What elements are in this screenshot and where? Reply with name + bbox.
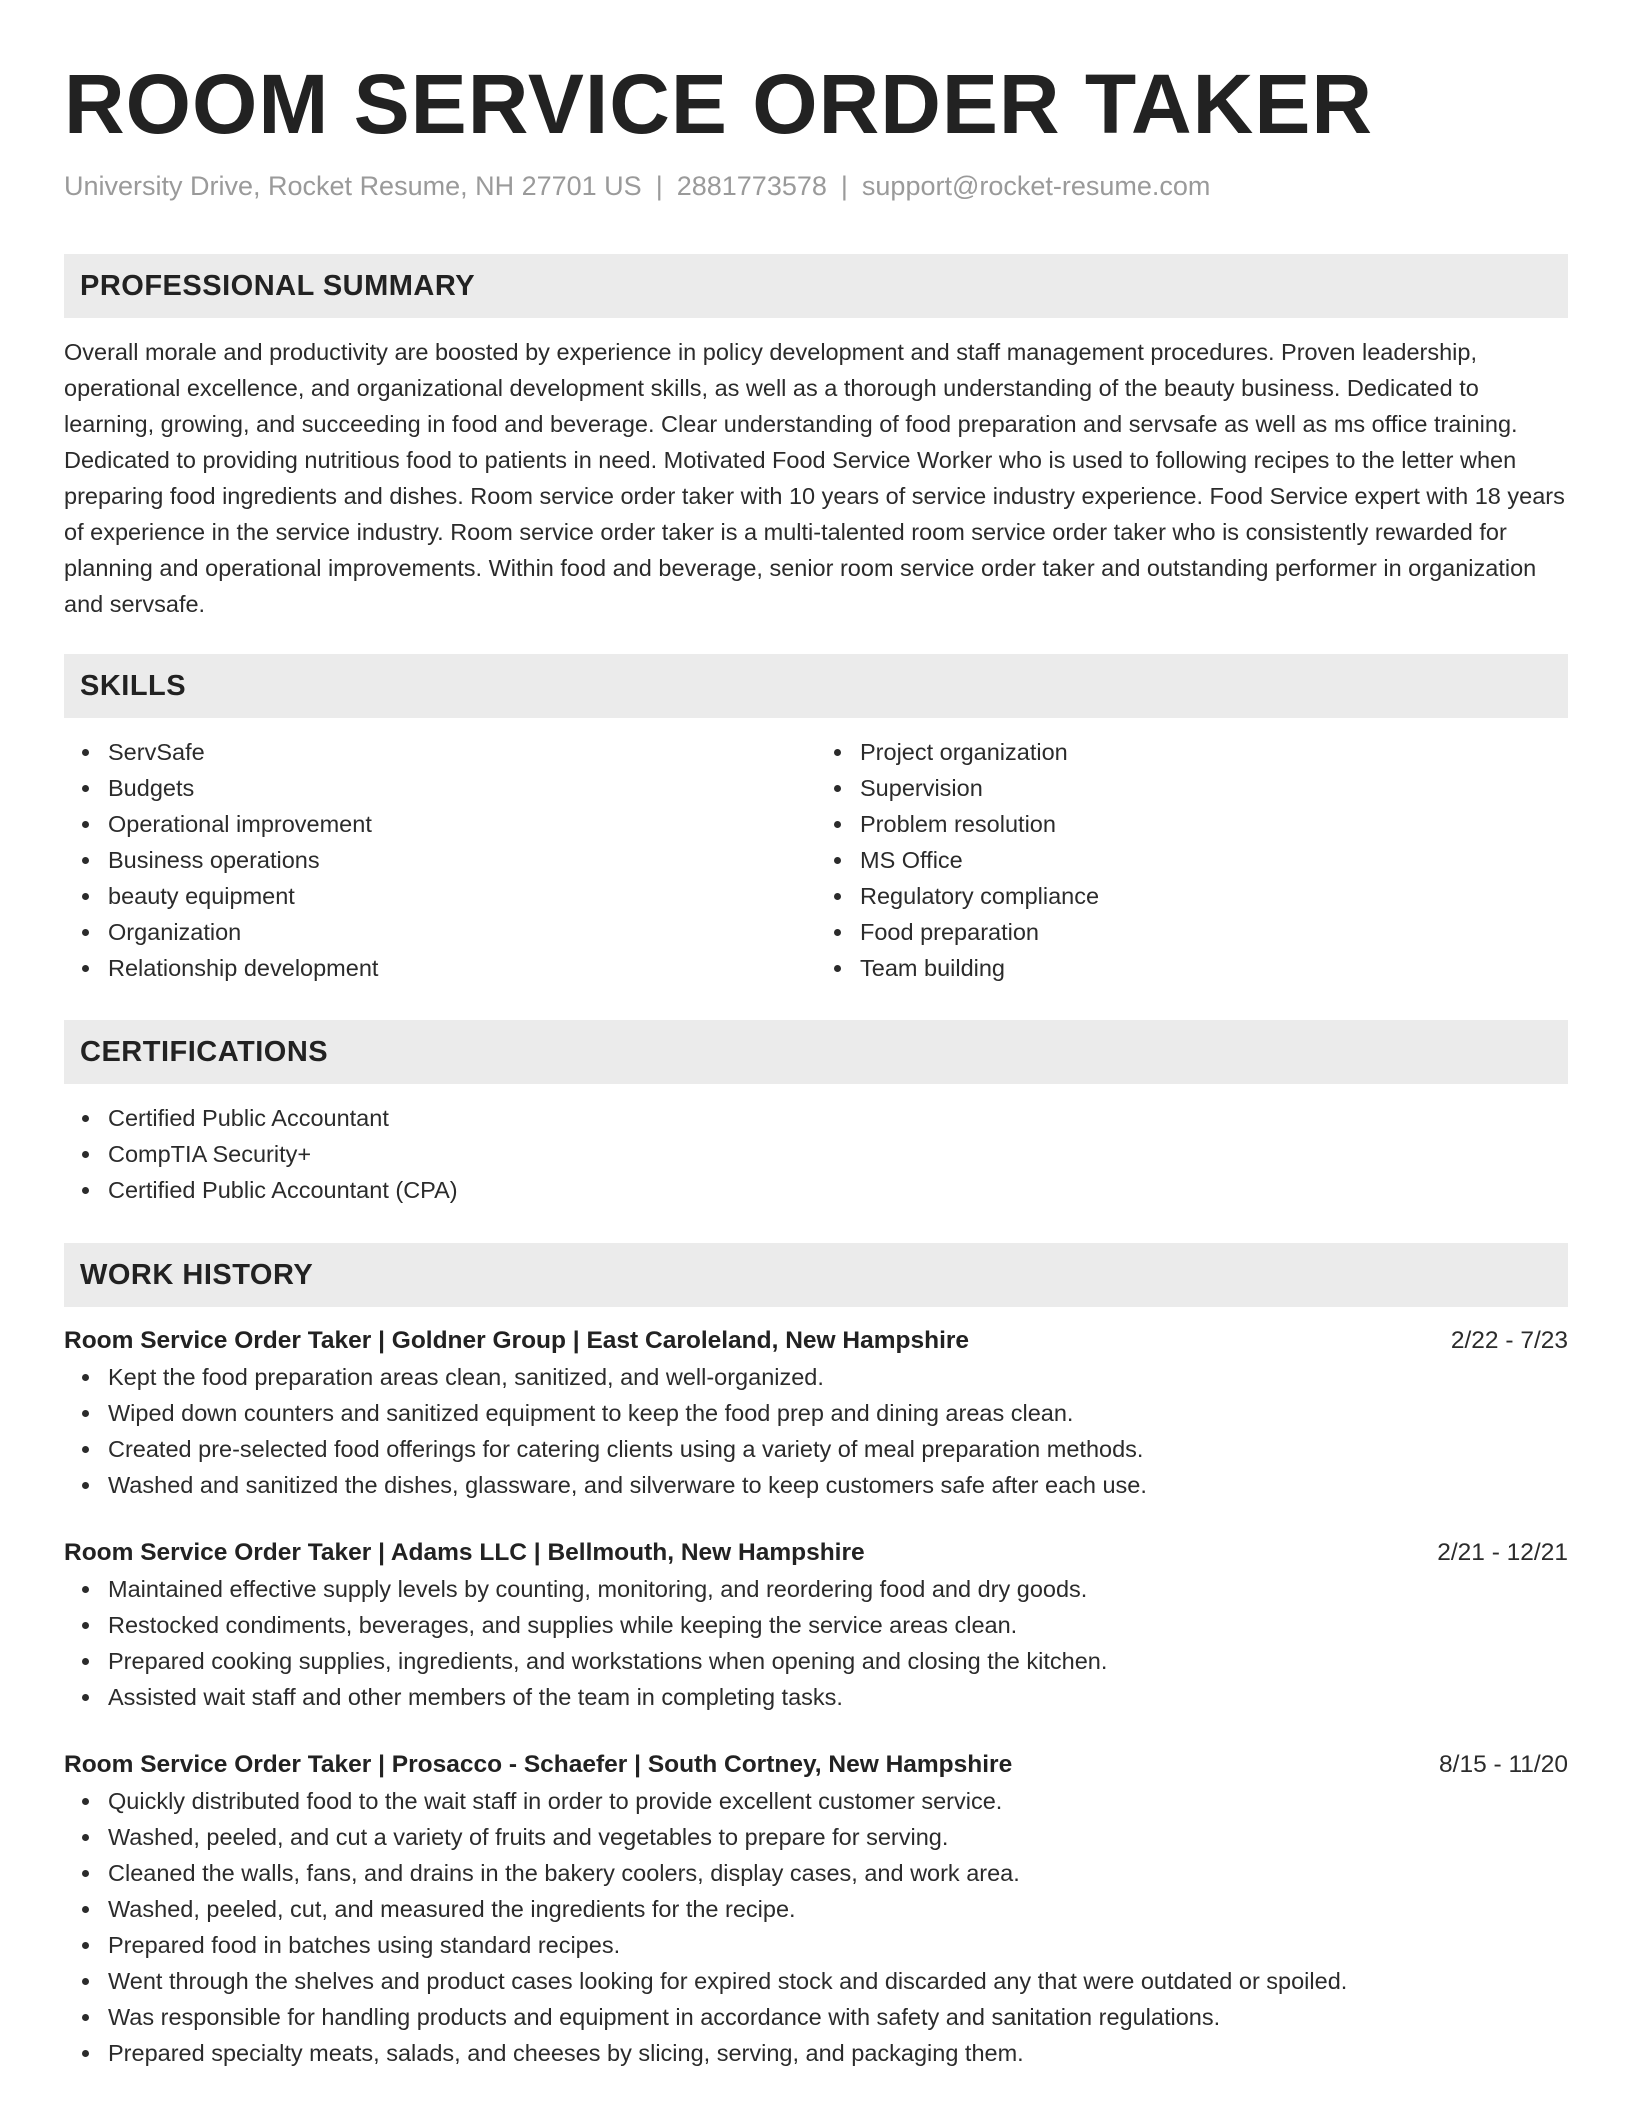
skill-item: MS Office — [860, 842, 1568, 878]
skill-item: Operational improvement — [108, 806, 816, 842]
job-duty-item: Quickly distributed food to the wait staff in order to provide excellent customer service. — [108, 1783, 1568, 1819]
contact-separator: | — [840, 171, 848, 201]
skill-item: Budgets — [108, 770, 816, 806]
job-dates: 2/22 - 7/23 — [1450, 1327, 1568, 1354]
job-duty-item: Prepared food in batches using standard recipes. — [108, 1927, 1568, 1963]
job-duty-item: Went through the shelves and product cases looking for expired stock and discarded any that were outdated or spoiled. — [108, 1963, 1568, 1999]
job-entry — [64, 1323, 1568, 1503]
job-duty-item: Created pre-selected food offerings for catering clients using a variety of meal preparation methods. — [108, 1431, 1568, 1467]
professional-summary-heading: PROFESSIONAL SUMMARY — [64, 254, 1568, 318]
job-duty-item: Prepared cooking supplies, ingredients, and workstations when opening and closing the kitchen. — [108, 1643, 1568, 1679]
job-dates: 8/15 - 11/20 — [1439, 1751, 1568, 1778]
skills-column-left — [64, 734, 816, 986]
contact-phone: 2881773578 — [676, 171, 827, 201]
skill-item: Food preparation — [860, 914, 1568, 950]
certification-item: Certified Public Accountant (CPA) — [108, 1172, 1568, 1208]
work-history-heading: WORK HISTORY — [64, 1243, 1568, 1307]
job-duty-item: Maintained effective supply levels by counting, monitoring, and reordering food and dry goods. — [108, 1571, 1568, 1607]
job-title-row — [64, 1535, 1568, 1571]
resume-page — [64, 0, 1568, 2071]
job-title-row — [64, 1323, 1568, 1359]
job-duty-item: Cleaned the walls, fans, and drains in the bakery coolers, display cases, and work area. — [108, 1855, 1568, 1891]
contact-separator: | — [655, 171, 663, 201]
job-duty-item: Washed and sanitized the dishes, glassware, and silverware to keep customers safe after each use. — [108, 1467, 1568, 1503]
job-dates: 2/21 - 12/21 — [1437, 1539, 1568, 1566]
job-duty-item: Assisted wait staff and other members of the team in completing tasks. — [108, 1679, 1568, 1715]
job-duty-item: Kept the food preparation areas clean, sanitized, and well-organized. — [108, 1359, 1568, 1395]
job-entry — [64, 1747, 1568, 2071]
professional-summary-text: Overall morale and productivity are boosted by experience in policy development and staff management procedures. Proven leadership, operational excellence, and organizational development skills, as well as a thorough understanding of the beauty business. Dedicated to learning, growing, and succeeding in food and beverage. Clear understanding of food preparation and servsafe as well as ms office training. Dedicated to providing nutritious food to patients in need. Motivated Food Service Worker who is used to following recipes to the letter when preparing food ingredients and dishes. Room service order taker with 10 years of service industry experience. Food Service expert with 18 years of experience in the service industry. Room service order taker is a multi-talented room service order taker who is consistently rewarded for planning and operational improvements. Within food and beverage, senior room service order taker and outstanding performer in organization and servsafe. — [64, 339, 1565, 617]
job-entry — [64, 1535, 1568, 1715]
skill-item: beauty equipment — [108, 878, 816, 914]
skill-item: Organization — [108, 914, 816, 950]
contact-line — [64, 168, 1568, 204]
skill-item: ServSafe — [108, 734, 816, 770]
skill-item: Regulatory compliance — [860, 878, 1568, 914]
skills-column-right — [816, 734, 1568, 986]
job-duty-item: Prepared specialty meats, salads, and cheeses by slicing, serving, and packaging them. — [108, 2035, 1568, 2071]
job-duty-item: Was responsible for handling products and equipment in accordance with safety and sanitation regulations. — [108, 1999, 1568, 2035]
certification-item: Certified Public Accountant — [108, 1100, 1568, 1136]
job-title-row — [64, 1747, 1568, 1783]
skill-item: Problem resolution — [860, 806, 1568, 842]
job-duty-item: Washed, peeled, and cut a variety of fruits and vegetables to prepare for serving. — [108, 1819, 1568, 1855]
contact-address: University Drive, Rocket Resume, NH 27701 US — [64, 171, 642, 201]
skill-item: Relationship development — [108, 950, 816, 986]
job-duties-list — [64, 1359, 1568, 1503]
job-duty-item: Wiped down counters and sanitized equipment to keep the food prep and dining areas clean. — [108, 1395, 1568, 1431]
skill-item: Project organization — [860, 734, 1568, 770]
job-duty-item: Washed, peeled, cut, and measured the ingredients for the recipe. — [108, 1891, 1568, 1927]
job-title: Room Service Order Taker | Prosacco - Schaefer | South Cortney, New Hampshire — [64, 1751, 1013, 1778]
certifications-heading: CERTIFICATIONS — [64, 1020, 1568, 1084]
job-duty-item: Restocked condiments, beverages, and supplies while keeping the service areas clean. — [108, 1607, 1568, 1643]
skill-item: Team building — [860, 950, 1568, 986]
skills-list — [64, 734, 1568, 986]
skill-item: Supervision — [860, 770, 1568, 806]
contact-email: support@rocket-resume.com — [861, 171, 1211, 201]
job-duties-list — [64, 1571, 1568, 1715]
job-title: Room Service Order Taker | Goldner Group | East Caroleland, New Hampshire — [64, 1327, 970, 1354]
skills-heading: SKILLS — [64, 654, 1568, 718]
job-title: Room Service Order Taker | Adams LLC | Bellmouth, New Hampshire — [64, 1539, 865, 1566]
job-duties-list — [64, 1783, 1568, 2071]
candidate-name: ROOM SERVICE ORDER TAKER — [64, 57, 1374, 151]
skill-item: Business operations — [108, 842, 816, 878]
certification-item: CompTIA Security+ — [108, 1136, 1568, 1172]
certifications-list — [64, 1100, 1568, 1208]
